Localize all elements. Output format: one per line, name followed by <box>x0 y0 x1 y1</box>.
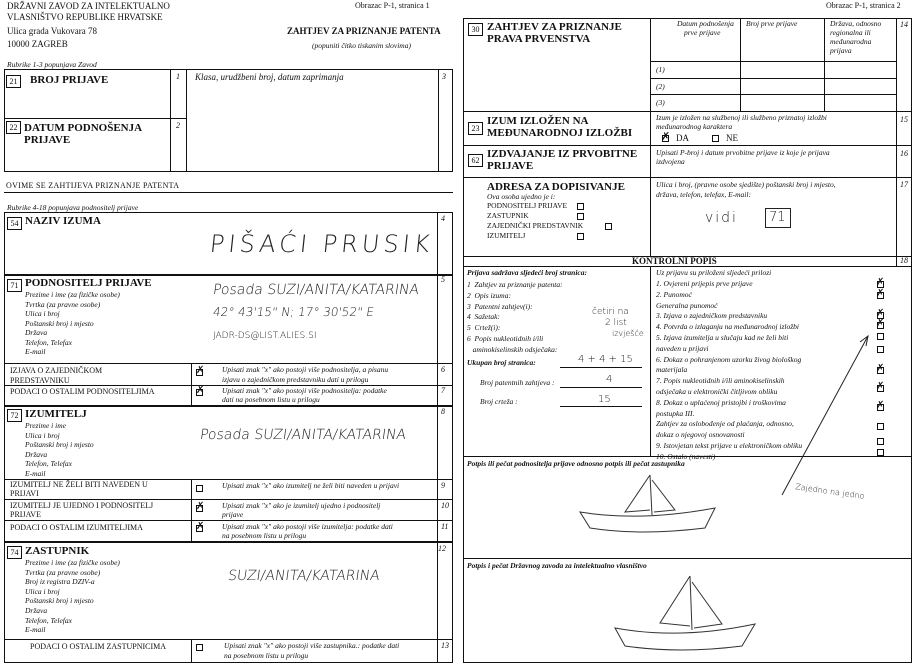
handwritten-arrow-line <box>760 330 880 500</box>
priority-label-1: ZAHTJEV ZA PRIZNANJE <box>487 21 622 33</box>
office-line-1: DRŽAVNI ZAVOD ZA INTELEKTUALNO <box>7 1 170 11</box>
pages-item: Crtež(i): <box>474 323 501 333</box>
attachments-head: Uz prijavu su priloženi sljedeći prilozi <box>656 268 772 277</box>
pages-item: Sažetak: <box>474 312 500 322</box>
attachment-item: postupka III. <box>656 408 695 418</box>
applicant-email-handwritten[interactable]: JADR-DS@LIST.ALIES.SI <box>213 331 317 341</box>
sublabel: Ulica i broj <box>25 430 60 440</box>
checklist-title: KONTROLNI POPIS <box>632 256 717 266</box>
sublabel: E-mail <box>25 347 46 356</box>
x-mark: ✗ <box>876 308 885 319</box>
pages-handwritten-2[interactable]: 2 list <box>605 318 627 328</box>
sublabel: Broj iz registra DZIV-a <box>25 577 95 587</box>
representative-sublabels <box>25 558 120 635</box>
representative-label: ZASTUPNIK <box>25 545 90 557</box>
division-label-1: IZDVAJANJE IZ PRVOBITNE <box>487 148 638 160</box>
form-subtitle: (popuniti čitko tiskanim slovima) <box>312 41 411 50</box>
sublabel: Država <box>25 328 48 337</box>
field-code-72: 72 <box>7 409 22 422</box>
other-applicants-label: PODACI O OSTALIM PODNOSITELJIMA <box>10 387 155 396</box>
field-num-8: 8 <box>441 407 445 416</box>
x-mark: ✗ <box>196 365 205 376</box>
total-pages-handwritten[interactable]: 4 + 4 + 15 <box>578 354 633 365</box>
division-label-2: PRIJAVE <box>487 160 534 172</box>
class-number-label: Klasa, urudžbeni broj, datum zaprimanja <box>195 72 344 82</box>
x-mark: ✗ <box>196 501 205 512</box>
attachment-item: 5. Izjava izumitelja u slučaju kad ne želi biti <box>656 332 789 342</box>
form-title: ZAHTJEV ZA PRIZNANJE PATENTA <box>287 26 441 36</box>
other-inventors-label: PODACI O OSTALIM IZUMITELJIMA <box>10 523 143 532</box>
inventor-label: IZUMITELJ <box>25 408 87 420</box>
inventor-handwritten[interactable]: Posada SUZI/ANITA/KATARINA <box>198 427 408 443</box>
option-applicant: PODNOSITELJ PRIJAVE <box>487 201 568 210</box>
exhibition-no-checkbox[interactable] <box>712 135 719 142</box>
option-joint-rep-checkbox[interactable] <box>605 223 612 230</box>
sublabel: Ulica i broj <box>25 586 60 596</box>
handwritten-box <box>765 208 791 228</box>
page-num: 4 <box>467 312 471 322</box>
exhibition-label-2: MEĐUNARODNOJ IZLOŽBI <box>487 127 633 139</box>
field-num-18: 18 <box>900 256 908 265</box>
option-inventor: IZUMITELJ <box>487 231 526 240</box>
option-joint-rep: ZAJEDNIČKI PREDSTAVNIK <box>487 221 584 230</box>
sublabel: Poštanski broj i mjesto <box>25 318 94 328</box>
field-code-74: 74 <box>7 546 22 559</box>
attachment-item: naveden u prijavi <box>656 343 709 353</box>
other-applicants-text-1: Upisati znak "x" ako postoji više podnositelja: podatke <box>222 386 387 395</box>
office-line-2: VLASNIŠTVO REPUBLIKE HRVATSKE <box>7 12 163 22</box>
col-filing-date-1: Datum podnošenja <box>677 19 734 28</box>
attachment-item: materijala <box>656 365 688 375</box>
inventor-sublabels <box>25 421 94 479</box>
page-num: 3 <box>467 301 471 311</box>
applicant-address-handwritten[interactable]: 42° 43'15" N; 17° 30'52" E <box>212 305 375 319</box>
form-page-number-2: Obrazac P-1, stranica 2 <box>826 1 901 10</box>
invention-title-handwritten[interactable]: PIŠAĆI PRUSIK <box>208 230 435 258</box>
option-inventor-checkbox[interactable] <box>577 233 584 240</box>
exhibition-text-1: Izum je izložen na službenoj ili službeno priznatoj izložbi <box>656 113 827 122</box>
field-code-30: 30 <box>468 23 483 36</box>
inventor-is-applicant-label-1: IZUMITELJ JE UJEDNO I PODNOSITELJ <box>10 501 154 510</box>
attachment-item: Generalna punomoć <box>656 300 718 310</box>
sublabel: Telefon, Telefax <box>25 459 72 469</box>
exhibition-yes-label: DA <box>676 133 689 143</box>
page-num: 6 <box>467 333 471 343</box>
col-country-3: međunarodna <box>830 37 872 46</box>
attachment-item: dokaz o njegovoj osnovanosti <box>656 430 745 440</box>
applicant-name-handwritten[interactable]: Posada SUZI/ANITA/KATARINA <box>211 282 421 298</box>
field-num-7: 7 <box>441 386 445 395</box>
priority-label-2: PRAVA PRVENSTVA <box>487 33 591 45</box>
joint-rep-text-2: izjavu o zajedničkom predstavniku dati u prilogu <box>222 375 369 384</box>
attachment-item: Zahtjev za oslobođenje od plaćanja, odnosno, <box>656 419 794 429</box>
priority-row-2: (2) <box>656 82 665 91</box>
sublabel: Poštanski broj i mjesto <box>25 440 94 450</box>
correspondence-text-2: država, telefon, telefax, E-mail: <box>656 190 751 199</box>
pages-handwritten-1[interactable]: četiri na <box>592 307 629 317</box>
field-num-1: 1 <box>176 72 180 81</box>
pages-item: Patentni zahtjev(i): <box>474 301 533 311</box>
applicant-sublabels <box>25 290 120 357</box>
x-mark: ✗ <box>196 521 205 532</box>
form-page-number: Obrazac P-1, stranica 1 <box>355 1 430 10</box>
signature-office-label: Potpis i pečat Državnog zavoda za intelektualno vlasništvo <box>467 561 647 570</box>
correspondence-sub: Ova osoba ujedno je i: <box>487 192 556 201</box>
attachment-item: 9. Istovjetan tekst prijave u elektroničkom obliku <box>656 440 803 450</box>
field-num-3: 3 <box>442 72 446 81</box>
attachment-item: 3. Izjava o zajedničkom predstavniku <box>656 311 768 321</box>
pages-item: Opis izuma: <box>474 290 511 300</box>
exhibition-no-label: NE <box>726 133 738 143</box>
inventor-is-applicant-text-2: prijave <box>222 510 244 519</box>
application-number-label: BROJ PRIJAVE <box>30 74 109 86</box>
division-text-2: izdvojena <box>656 157 685 166</box>
rubric-applicant-note: Rubrike 4-18 popunjava podnositelj prijave <box>7 203 139 212</box>
other-representatives-label: PODACI O OSTALIM ZASTUPNICIMA <box>30 642 167 651</box>
x-mark: ✗ <box>876 288 885 299</box>
field-num-13: 13 <box>441 641 449 650</box>
exhibition-text-2: međunarodnog karaktera <box>656 122 733 131</box>
x-mark: ✗ <box>876 318 885 329</box>
office-line-3: Ulica grada Vukovara 78 <box>7 26 98 36</box>
option-representative-checkbox[interactable] <box>577 213 584 220</box>
joint-rep-label-1: IZJAVA O ZAJEDNIČKOM <box>10 366 103 375</box>
correspondence-text-1: Ulica i broj, (pravne osobe sjedište) poštanski broj i mjesto, <box>656 180 836 189</box>
sublabel: Tvrtka (za pravne osobe) <box>25 299 101 309</box>
attachment-item: odsječaka u elektronički čitljivom obliku <box>656 386 778 396</box>
x-mark: ✗ <box>876 381 885 392</box>
sublabel: Telefon, Telefax <box>25 615 72 625</box>
attachment-item: 10. Ostalo (navesti) <box>656 451 716 461</box>
other-inventors-text-1: Upisati znak "x" ako postoji više izumitelja: podatke dati <box>222 522 393 531</box>
applicant-label: PODNOSITELJ PRIJAVE <box>25 277 152 289</box>
x-mark: ✗ <box>661 131 671 143</box>
boat-sketch-2 <box>610 568 760 658</box>
option-applicant-checkbox[interactable] <box>577 203 584 210</box>
pages-head: Prijava sadržava sljedeći broj stranica: <box>467 268 587 277</box>
pages-list <box>467 280 563 356</box>
boat-sketch-1 <box>570 470 720 550</box>
field-num-6: 6 <box>441 365 445 374</box>
office-line-4: 10000 ZAGREB <box>7 39 68 49</box>
division-text-1: Upisati P-broj i datum prvobitne prijave iz koje je prijava <box>656 148 830 157</box>
priority-row-1: (1) <box>656 65 665 74</box>
page-num: 2 <box>467 290 471 300</box>
sublabel: Država <box>25 449 48 459</box>
field-num-2: 2 <box>176 121 180 130</box>
representative-handwritten[interactable]: SUZI/ANITA/KATARINA <box>226 568 381 584</box>
col-country-2: regionalna ili <box>830 28 871 37</box>
option-representative: ZASTUPNIK <box>487 211 529 220</box>
correspondence-handwritten[interactable]: vidi <box>705 210 738 226</box>
claims-label: Broj patentnih zahtjeva : <box>480 378 555 387</box>
inventor-is-applicant-label-2: PRIJAVE <box>10 510 41 519</box>
x-mark: ✗ <box>876 400 885 411</box>
sublabel: Prezime i ime (za fizičke osobe) <box>25 558 120 567</box>
col-filing-date-2: prve prijave <box>684 28 721 37</box>
filing-date-label-1: DATUM PODNOŠENJA <box>24 122 143 134</box>
x-mark: ✗ <box>876 277 885 288</box>
pages-handwritten-3[interactable]: izvješće <box>612 329 644 338</box>
field-code-23: 23 <box>468 122 483 135</box>
other-representatives-text-1: Upisati znak "x" ako postoji više zastupnika.: podatke dati <box>224 641 400 650</box>
joint-rep-text-1: Upisati znak "x" ako postoji više podnositelja, a pisanu <box>222 365 389 374</box>
filing-date-label-2: PRIJAVE <box>24 134 71 146</box>
col-country-1: Država, odnosno <box>830 19 882 28</box>
sublabel: Prezime i ime (za fizičke osobe) <box>25 290 120 299</box>
attachments-note-handwritten[interactable]: Zajedno na jedno <box>794 482 866 501</box>
sublabel: Tvrtka (za pravne osobe) <box>25 567 101 577</box>
field-code-71: 71 <box>7 279 22 292</box>
x-mark: ✗ <box>876 363 885 374</box>
field-code-62: 62 <box>468 154 483 167</box>
rubric-office-note: Rubrike 1-3 popunjava Zavod <box>7 60 97 69</box>
drawings-handwritten[interactable]: 15 <box>598 394 611 405</box>
other-applicants-text-2: dati na posebnom listu u prilogu <box>222 395 320 404</box>
x-mark: ✗ <box>196 385 205 396</box>
sublabel: E-mail <box>25 625 46 635</box>
section-title: OVIME SE ZAHTIJEVA PRIZNANJE PATENTA <box>6 181 180 190</box>
drawings-label: Broj crteža : <box>480 397 518 406</box>
inventor-hidden-checkbox[interactable] <box>196 485 203 492</box>
field-num-16: 16 <box>900 149 908 158</box>
field-num-15: 15 <box>900 115 908 124</box>
exhibition-label-1: IZUM IZLOŽEN NA <box>487 115 589 127</box>
attachment-item: 6. Dokaz o pohranjenom uzorku živog biološkog <box>656 354 802 364</box>
invention-title-label: NAZIV IZUMA <box>25 215 101 227</box>
pages-item: Zahtjev za priznanje patenta: <box>474 280 563 289</box>
sublabel: E-mail <box>25 468 46 478</box>
attachment-item: 8. Dokaz o uplaćenoj pristojbi i troškovima <box>656 397 786 407</box>
field-num-4: 4 <box>441 214 445 223</box>
sublabel: Država <box>25 605 48 615</box>
field-num-14: 14 <box>900 20 908 29</box>
other-inventors-text-2: na posebnom listu u prilogu <box>222 531 307 540</box>
claims-handwritten[interactable]: 4 <box>606 374 613 385</box>
col-country-4: prijava <box>830 46 852 55</box>
field-code-54: 54 <box>7 217 22 230</box>
inventor-hidden-label-1: IZUMITELJ NE ŽELI BITI NAVEDEN U <box>10 480 148 489</box>
page-num: 1 <box>467 280 471 289</box>
correspondence-label: ADRESA ZA DOPISIVANJE <box>487 181 625 193</box>
other-representatives-checkbox[interactable] <box>196 644 203 651</box>
field-num-5: 5 <box>441 275 445 284</box>
field-num-11: 11 <box>441 522 449 531</box>
handwritten-box-number: 71 <box>769 210 786 225</box>
col-first-app-number: Broj prve prijave <box>746 19 798 28</box>
field-num-10: 10 <box>441 501 449 510</box>
inventor-hidden-text: Upisati znak "x" ako izumitelj ne želi biti naveden u prijavi <box>222 481 400 490</box>
field-code-21: 21 <box>6 75 21 88</box>
attachment-item: 1. Ovjereni prijepis prve prijave <box>656 279 753 288</box>
signature-applicant-label: Potpis ili pečat podnositelja prijave odnosno potpis ili pečat zastupnika <box>467 459 685 468</box>
priority-row-3: (3) <box>656 98 665 107</box>
joint-rep-label-2: PREDSTAVNIKU <box>10 376 70 385</box>
attachment-item: 4. Potvrda o izlaganju na međunarodnoj izložbi <box>656 322 799 332</box>
sublabel: Poštanski broj i mjesto <box>25 596 94 606</box>
pages-item: Popis nukleotidnih i/ili <box>474 333 544 343</box>
field-num-17: 17 <box>900 180 908 189</box>
field-num-9: 9 <box>441 481 445 490</box>
page-num: 5 <box>467 323 471 333</box>
other-representatives-text-2: na posebnom listu u prilogu <box>224 651 309 660</box>
field-num-12: 12 <box>438 544 446 553</box>
inventor-hidden-label-2: PRIJAVI <box>10 489 39 498</box>
attachment-item: 2. Punomoć <box>656 289 692 299</box>
field-code-22: 22 <box>6 121 21 134</box>
sublabel: Ulica i broj <box>25 309 60 318</box>
inventor-is-applicant-text-1: Upisati znak "x" ako je izumitelj ujedno i podnositelj <box>222 501 381 510</box>
sublabel: Prezime i ime <box>25 421 66 430</box>
total-pages-label: Ukupan broj stranica: <box>467 358 536 367</box>
sublabel: Telefon, Telefax <box>25 337 72 347</box>
attachment-item: 7. Popis nukleotidnih i/ili aminokiselinskih <box>656 376 785 386</box>
pages-item: aminokiselinskih odsječaka: <box>472 344 558 354</box>
